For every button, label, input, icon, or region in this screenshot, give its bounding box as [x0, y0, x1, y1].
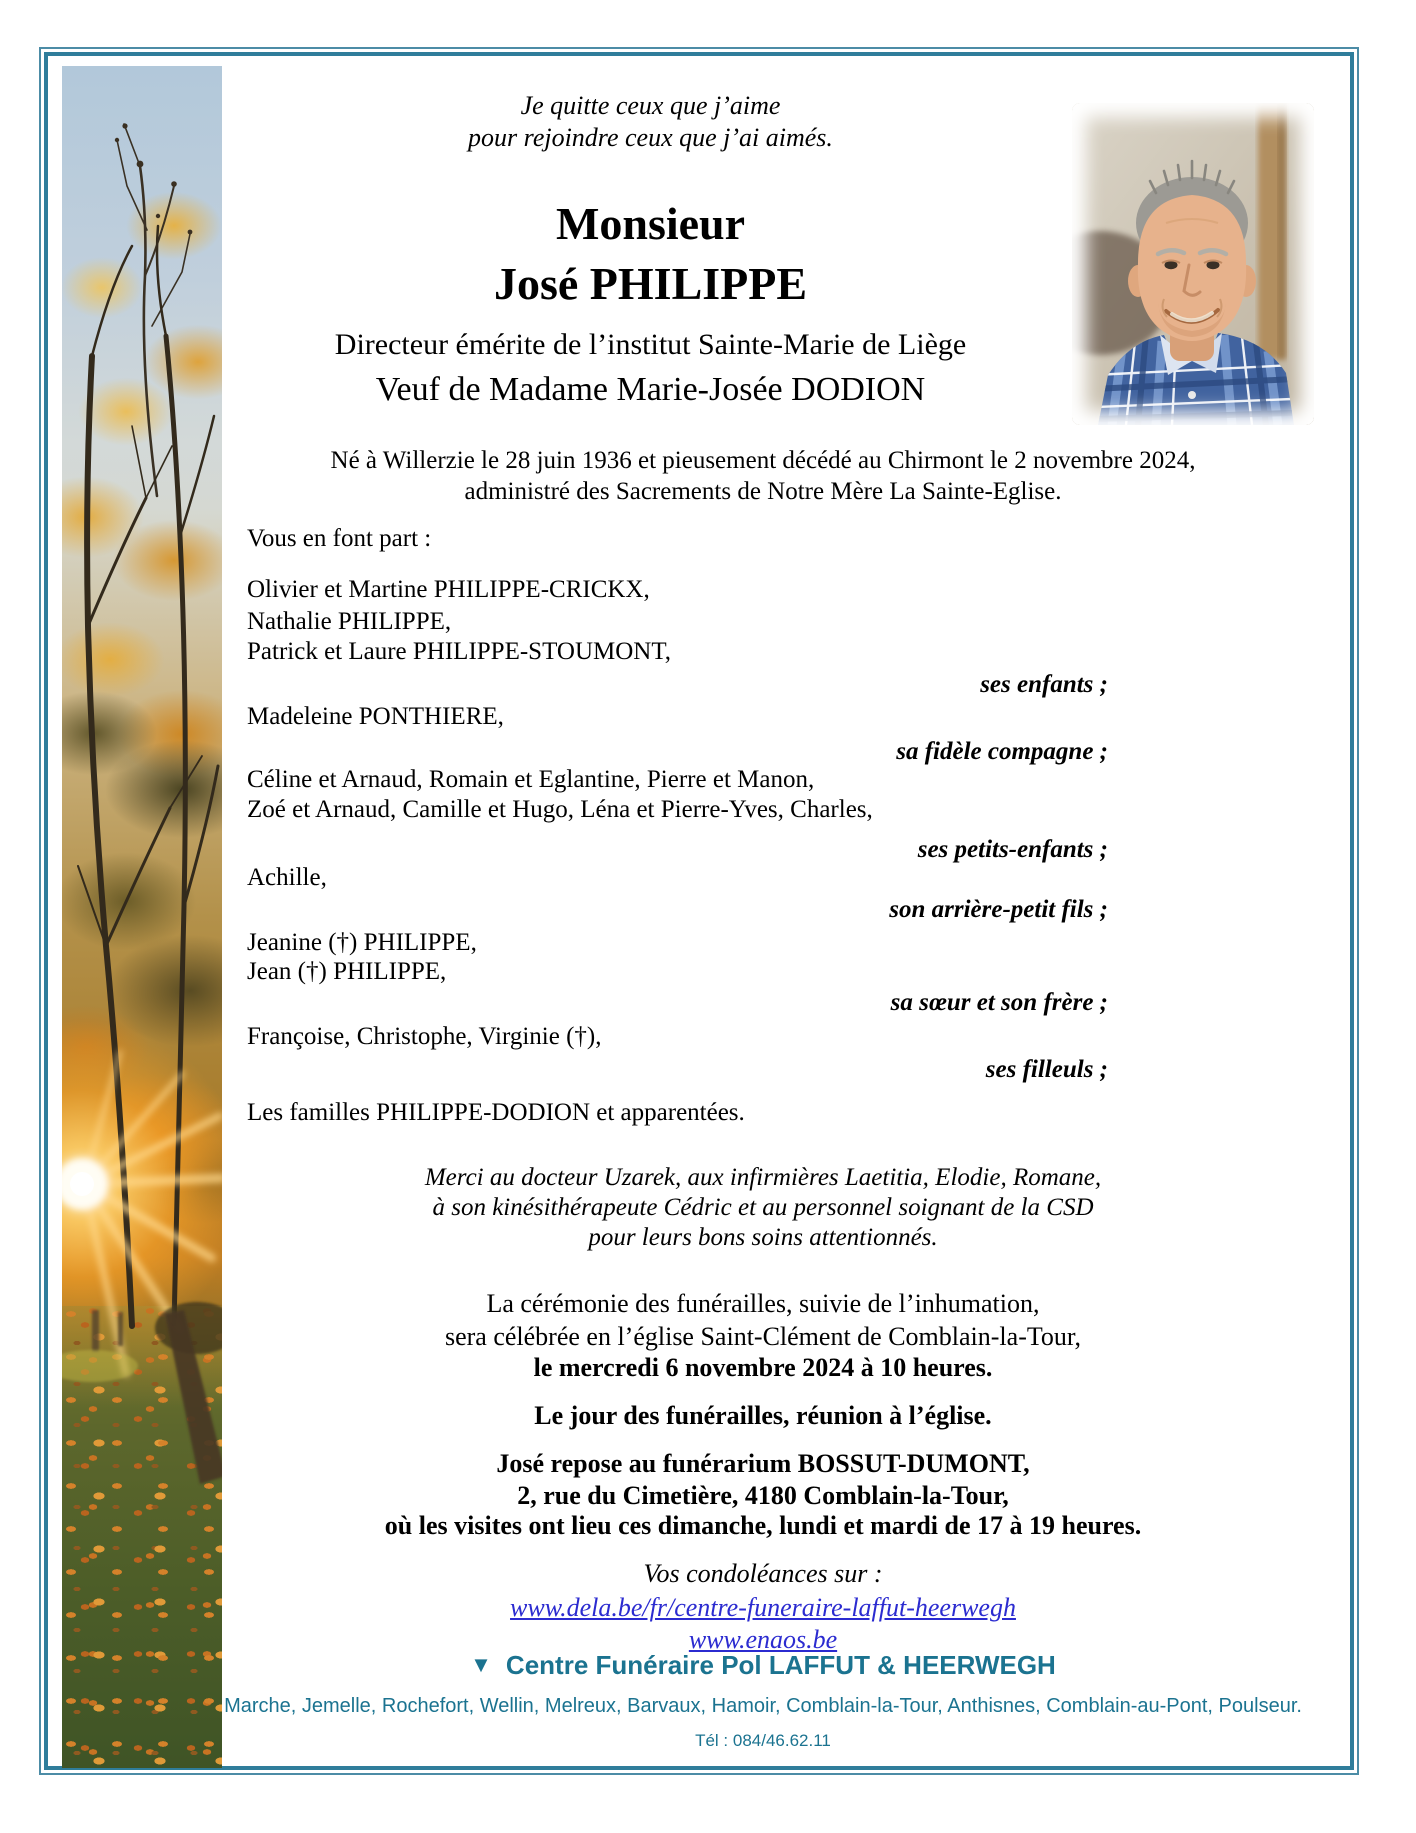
deceased-name: José PHILIPPE	[493, 258, 808, 309]
deceased-salutation: Monsieur	[555, 198, 746, 249]
address-line: 2, rue du Cimetière, 4180 Comblain-la-Tour,	[517, 1481, 1009, 1510]
quote-line-1: Je quitte ceux que j’aime	[520, 91, 781, 120]
funeral-home-name: Centre Funéraire Pol LAFFUT & HEERWEGH	[505, 1650, 1056, 1680]
family-name-line: Françoise, Christophe, Virginie (†),	[247, 1023, 602, 1050]
relation-label-great-grandson: son arrière-petit fils ;	[889, 896, 1108, 923]
announcement-line: Vous en font part :	[247, 525, 432, 552]
relation-label-godchildren: ses filleuls ;	[985, 1056, 1108, 1083]
condolences-link-enaos[interactable]: www.enaos.be	[688, 1625, 838, 1654]
ceremony-date-line: le mercredi 6 novembre 2024 à 10 heures.	[533, 1353, 993, 1382]
tree-trunks	[78, 226, 218, 1326]
branches-and-sun-art	[62, 66, 222, 1768]
relation-label-siblings: sa sœur et son frère ;	[890, 989, 1108, 1016]
funeral-home-locations: Marche, Jemelle, Rochefort, Wellin, Melreux, Barvaux, Hamoir, Comblain-la-Tour, Anthisnes, Comblain-au-Pont, Poulseur.	[224, 1695, 1302, 1717]
relation-label-companion: sa fidèle compagne ;	[896, 738, 1108, 765]
birth-death-line-2: administré des Sacrements de Notre Mère La Sainte-Eglise.	[464, 478, 1062, 505]
condolences-label: Vos condoléances sur :	[643, 1559, 883, 1588]
announcement-body	[223, 0, 1343, 1833]
deceased-title: Directeur émérite de l’institut Sainte-Marie de Liège	[334, 328, 967, 361]
visits-line: où les visites ont lieu ces dimanche, lundi et mardi de 17 à 19 heures.	[384, 1511, 1142, 1540]
families-line: Les familles PHILIPPE-DODION et apparentées.	[247, 1099, 745, 1126]
ground-trunks	[62, 1302, 222, 1484]
autumn-photo-strip	[62, 66, 222, 1768]
family-name-line: Jeanine (†) PHILIPPE,	[247, 929, 477, 956]
bare-branches	[117, 124, 190, 496]
ceremony-line-2: sera célébrée en l’église Saint-Clément de Comblain-la-Tour,	[444, 1322, 1082, 1351]
family-name-line: Céline et Arnaud, Romain et Eglantine, Pierre et Manon,	[247, 766, 815, 793]
repose-line: José repose au funérarium BOSSUT-DUMONT,	[496, 1449, 1030, 1478]
family-name-line: Nathalie PHILIPPE,	[247, 608, 452, 635]
twig-leaf-clusters	[115, 123, 193, 234]
family-name-line: Madeleine PONTHIERE,	[247, 703, 504, 730]
ceremony-line-1: La cérémonie des funérailles, suivie de l’inhumation,	[486, 1289, 1040, 1318]
family-name-line: Zoé et Arnaud, Camille et Hugo, Léna et Pierre-Yves, Charles,	[247, 796, 873, 823]
triangle-icon: ▼	[470, 1652, 492, 1677]
thanks-line-3: pour leurs bons soins attentionnés.	[588, 1224, 938, 1251]
thanks-line-1: Merci au docteur Uzarek, aux infirmières Laetitia, Elodie, Romane,	[424, 1164, 1102, 1191]
family-name-line: Jean (†) PHILIPPE,	[247, 958, 447, 985]
widower-line: Veuf de Madame Marie-Josée DODION	[375, 371, 926, 408]
funeral-home-phone: Tél : 084/46.62.11	[695, 1731, 831, 1750]
relation-label-grandchildren: ses petits-enfants ;	[917, 836, 1108, 863]
relation-label-children: ses enfants ;	[980, 671, 1108, 698]
condolences-link-dela[interactable]: www.dela.be/fr/centre-funeraire-laffut-heerwegh	[510, 1593, 1016, 1622]
thanks-line-2: à son kinésithérapeute Cédric et au personnel soignant de la CSD	[432, 1194, 1094, 1221]
sun-core	[70, 1172, 94, 1196]
family-name-line: Achille,	[247, 864, 327, 891]
family-name-line: Patrick et Laure PHILIPPE-STOUMONT,	[247, 638, 672, 665]
birth-death-line-1: Né à Willerzie le 28 juin 1936 et pieusement décédé au Chirmont le 2 novembre 2024,	[330, 447, 1196, 474]
reunion-line: Le jour des funérailles, réunion à l’église.	[534, 1401, 992, 1430]
quote-line-2: pour rejoindre ceux que j’ai aimés.	[468, 123, 833, 152]
family-name-line: Olivier et Martine PHILIPPE-CRICKX,	[247, 576, 650, 603]
funeral-home-line	[223, 1650, 1303, 1681]
